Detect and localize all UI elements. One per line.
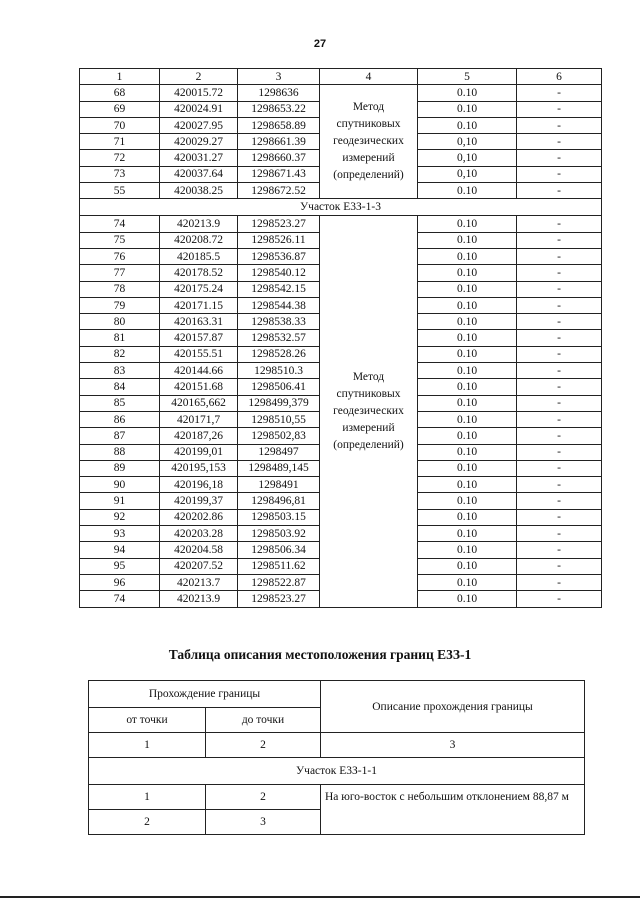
point-number: 73 [80, 166, 160, 182]
point-number: 83 [80, 363, 160, 379]
dash-value: - [517, 150, 602, 166]
x-coordinate: 420196,18 [160, 477, 238, 493]
y-coordinate: 1298499,379 [238, 395, 320, 411]
boundary-description-table [88, 680, 585, 835]
dash-value: - [517, 216, 602, 232]
dash-value: - [517, 509, 602, 525]
section-row [80, 199, 602, 216]
x-coordinate: 420157.87 [160, 330, 238, 346]
point-number: 85 [80, 395, 160, 411]
x-coordinate: 420207.52 [160, 558, 238, 574]
x-coordinate: 420187,26 [160, 428, 238, 444]
point-number: 74 [80, 591, 160, 607]
accuracy-value: 0.10 [418, 460, 517, 476]
column-number-1: 1 [89, 733, 206, 758]
point-number: 77 [80, 265, 160, 281]
y-coordinate: 1298511.62 [238, 558, 320, 574]
boundary-passage-header: Прохождение границы [89, 681, 321, 708]
y-coordinate: 1298523.27 [238, 216, 320, 232]
point-number: 90 [80, 477, 160, 493]
x-coordinate: 420175.24 [160, 281, 238, 297]
x-coordinate: 420202.86 [160, 509, 238, 525]
dash-value: - [517, 542, 602, 558]
accuracy-value: 0.10 [418, 216, 517, 232]
dash-value: - [517, 183, 602, 199]
dash-value: - [517, 297, 602, 313]
dash-value: - [517, 248, 602, 264]
x-coordinate: 420037.64 [160, 166, 238, 182]
y-coordinate: 1298497 [238, 444, 320, 460]
accuracy-value: 0.10 [418, 101, 517, 117]
dash-value: - [517, 558, 602, 574]
point-number: 78 [80, 281, 160, 297]
y-coordinate: 1298658.89 [238, 117, 320, 133]
y-coordinate: 1298653.22 [238, 101, 320, 117]
dash-value: - [517, 444, 602, 460]
accuracy-value: 0.10 [418, 183, 517, 199]
accuracy-value: 0.10 [418, 591, 517, 607]
point-number: 75 [80, 232, 160, 248]
y-coordinate: 1298502,83 [238, 428, 320, 444]
y-coordinate: 1298532.57 [238, 330, 320, 346]
y-coordinate: 1298522.87 [238, 574, 320, 590]
accuracy-value: 0,10 [418, 166, 517, 182]
accuracy-value: 0.10 [418, 558, 517, 574]
x-coordinate: 420203.28 [160, 526, 238, 542]
x-coordinate: 420204.58 [160, 542, 238, 558]
y-coordinate: 1298526.11 [238, 232, 320, 248]
from-point-header: от точки [89, 708, 206, 733]
point-number: 91 [80, 493, 160, 509]
section-label: Участок Е3З-1-3 [80, 199, 602, 216]
accuracy-value: 0.10 [418, 117, 517, 133]
point-number: 94 [80, 542, 160, 558]
x-coordinate: 420144.66 [160, 363, 238, 379]
accuracy-value: 0.10 [418, 379, 517, 395]
dash-value: - [517, 101, 602, 117]
dash-value: - [517, 574, 602, 590]
point-number: 80 [80, 314, 160, 330]
point-number: 72 [80, 150, 160, 166]
y-coordinate: 1298503.15 [238, 509, 320, 525]
y-coordinate: 1298510,55 [238, 411, 320, 427]
point-number: 84 [80, 379, 160, 395]
point-number: 87 [80, 428, 160, 444]
method-cell: Метод спутниковых геодезических измерений (определений) [320, 85, 418, 199]
dash-value: - [517, 166, 602, 182]
x-coordinate: 420031.27 [160, 150, 238, 166]
dash-value: - [517, 232, 602, 248]
boundary-description-text: На юго-восток с небольшим отклонением 88,87 м [321, 785, 585, 835]
point-number: 74 [80, 216, 160, 232]
accuracy-value: 0.10 [418, 411, 517, 427]
accuracy-value: 0.10 [418, 314, 517, 330]
column-header: 6 [517, 69, 602, 85]
y-coordinate: 1298489,145 [238, 460, 320, 476]
point-number: 88 [80, 444, 160, 460]
x-coordinate: 420029.27 [160, 134, 238, 150]
accuracy-value: 0.10 [418, 232, 517, 248]
x-coordinate: 420024.91 [160, 101, 238, 117]
y-coordinate: 1298538.33 [238, 314, 320, 330]
y-coordinate: 1298496,81 [238, 493, 320, 509]
x-coordinate: 420213.9 [160, 216, 238, 232]
x-coordinate: 420165,662 [160, 395, 238, 411]
accuracy-value: 0.10 [418, 477, 517, 493]
x-coordinate: 420195,153 [160, 460, 238, 476]
accuracy-value: 0.10 [418, 444, 517, 460]
accuracy-value: 0.10 [418, 428, 517, 444]
y-coordinate: 1298523.27 [238, 591, 320, 607]
dash-value: - [517, 493, 602, 509]
from-point: 1 [89, 785, 206, 810]
dash-value: - [517, 265, 602, 281]
column-header: 1 [80, 69, 160, 85]
x-coordinate: 420171.15 [160, 297, 238, 313]
y-coordinate: 1298661.39 [238, 134, 320, 150]
accuracy-value: 0.10 [418, 297, 517, 313]
accuracy-value: 0.10 [418, 526, 517, 542]
point-number: 76 [80, 248, 160, 264]
point-number: 86 [80, 411, 160, 427]
boundary-description-title: Таблица описания местоположения границ Е3З-1 [168, 647, 472, 662]
to-point: 3 [206, 810, 321, 835]
dash-value: - [517, 379, 602, 395]
accuracy-value: 0.10 [418, 509, 517, 525]
x-coordinate: 420015.72 [160, 85, 238, 101]
x-coordinate: 420155.51 [160, 346, 238, 362]
accuracy-value: 0.10 [418, 281, 517, 297]
table-header-row [80, 69, 602, 85]
page-bottom-rule [0, 896, 640, 898]
column-header: 4 [320, 69, 418, 85]
dash-value: - [517, 346, 602, 362]
x-coordinate: 420038.25 [160, 183, 238, 199]
accuracy-value: 0.10 [418, 363, 517, 379]
y-coordinate: 1298506.34 [238, 542, 320, 558]
point-number: 82 [80, 346, 160, 362]
column-header: 3 [238, 69, 320, 85]
y-coordinate: 1298491 [238, 477, 320, 493]
column-header: 5 [418, 69, 517, 85]
point-number: 71 [80, 134, 160, 150]
x-coordinate: 420213.9 [160, 591, 238, 607]
section-label: Участок Е3З-1-1 [89, 758, 585, 785]
point-number: 93 [80, 526, 160, 542]
dash-value: - [517, 395, 602, 411]
column-header: 2 [160, 69, 238, 85]
y-coordinate: 1298542.15 [238, 281, 320, 297]
dash-value: - [517, 411, 602, 427]
x-coordinate: 420185.5 [160, 248, 238, 264]
table-row [80, 216, 602, 232]
point-number: 69 [80, 101, 160, 117]
to-point-header: до точки [206, 708, 321, 733]
accuracy-value: 0.10 [418, 85, 517, 101]
point-number: 68 [80, 85, 160, 101]
x-coordinate: 420213.7 [160, 574, 238, 590]
dash-value: - [517, 526, 602, 542]
point-number: 79 [80, 297, 160, 313]
x-coordinate: 420178.52 [160, 265, 238, 281]
x-coordinate: 420171,7 [160, 411, 238, 427]
y-coordinate: 1298510.3 [238, 363, 320, 379]
accuracy-value: 0.10 [418, 493, 517, 509]
dash-value: - [517, 117, 602, 133]
point-number: 89 [80, 460, 160, 476]
dash-value: - [517, 281, 602, 297]
coordinates-table [79, 68, 602, 608]
x-coordinate: 420027.95 [160, 117, 238, 133]
accuracy-value: 0.10 [418, 542, 517, 558]
dash-value: - [517, 85, 602, 101]
accuracy-value: 0.10 [418, 265, 517, 281]
column-number-2: 2 [206, 733, 321, 758]
table-row [80, 85, 602, 101]
y-coordinate: 1298536.87 [238, 248, 320, 264]
method-cell: Метод спутниковых геодезических измерений (определений) [320, 216, 418, 607]
dash-value: - [517, 330, 602, 346]
x-coordinate: 420199,01 [160, 444, 238, 460]
y-coordinate: 1298672.52 [238, 183, 320, 199]
point-number: 55 [80, 183, 160, 199]
from-point: 2 [89, 810, 206, 835]
y-coordinate: 1298503.92 [238, 526, 320, 542]
y-coordinate: 1298506.41 [238, 379, 320, 395]
y-coordinate: 1298544.38 [238, 297, 320, 313]
accuracy-value: 0,10 [418, 134, 517, 150]
column-number-3: 3 [321, 733, 585, 758]
point-number: 95 [80, 558, 160, 574]
y-coordinate: 1298671.43 [238, 166, 320, 182]
point-number: 81 [80, 330, 160, 346]
x-coordinate: 420151.68 [160, 379, 238, 395]
x-coordinate: 420208.72 [160, 232, 238, 248]
accuracy-value: 0.10 [418, 395, 517, 411]
dash-value: - [517, 460, 602, 476]
accuracy-value: 0.10 [418, 248, 517, 264]
accuracy-value: 0.10 [418, 330, 517, 346]
x-coordinate: 420163.31 [160, 314, 238, 330]
description-header: Описание прохождения границы [321, 681, 585, 733]
dash-value: - [517, 314, 602, 330]
point-number: 96 [80, 574, 160, 590]
y-coordinate: 1298528.26 [238, 346, 320, 362]
y-coordinate: 1298540.12 [238, 265, 320, 281]
point-number: 92 [80, 509, 160, 525]
dash-value: - [517, 591, 602, 607]
y-coordinate: 1298636 [238, 85, 320, 101]
dash-value: - [517, 363, 602, 379]
page-number: 27 [313, 38, 327, 50]
accuracy-value: 0.10 [418, 574, 517, 590]
accuracy-value: 0.10 [418, 346, 517, 362]
y-coordinate: 1298660.37 [238, 150, 320, 166]
dash-value: - [517, 428, 602, 444]
x-coordinate: 420199,37 [160, 493, 238, 509]
accuracy-value: 0,10 [418, 150, 517, 166]
dash-value: - [517, 477, 602, 493]
to-point: 2 [206, 785, 321, 810]
dash-value: - [517, 134, 602, 150]
point-number: 70 [80, 117, 160, 133]
